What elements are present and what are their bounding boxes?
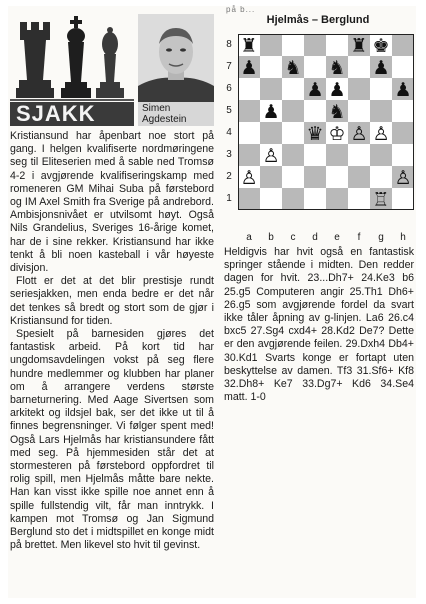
board-square-d2 bbox=[304, 166, 326, 188]
rank-label-8: 8 bbox=[226, 39, 232, 50]
file-label-e: e bbox=[334, 232, 340, 243]
board-square-g3 bbox=[370, 144, 392, 166]
chess-piece-f8: ♜ bbox=[350, 35, 368, 57]
article-paragraph: Flott er det at det blir prestisje rundt seriesjakken, men enda bedre er det når det tenkes så bredt og stort som de gjør i Kristiansund for tiden. bbox=[10, 275, 214, 327]
file-label-a: a bbox=[246, 232, 252, 243]
board-square-e3 bbox=[326, 144, 348, 166]
board-square-c5 bbox=[282, 100, 304, 122]
board-square-b8 bbox=[260, 34, 282, 56]
board-square-c6 bbox=[282, 78, 304, 100]
chess-piece-f4: ♙ bbox=[350, 123, 368, 145]
author-last-name: Agdestein bbox=[142, 114, 187, 125]
board-square-f3 bbox=[348, 144, 370, 166]
chess-piece-d4: ♛ bbox=[306, 123, 324, 145]
chess-piece-e5: ♞ bbox=[328, 101, 346, 123]
column-logo-text: SJAKK bbox=[10, 102, 134, 126]
board-square-b4 bbox=[260, 122, 282, 144]
chess-piece-e4: ♔ bbox=[328, 123, 346, 145]
board-square-g6 bbox=[370, 78, 392, 100]
board-square-g5 bbox=[370, 100, 392, 122]
chess-piece-g4: ♙ bbox=[372, 123, 390, 145]
board-square-c2 bbox=[282, 166, 304, 188]
chess-piece-g8: ♚ bbox=[372, 35, 390, 57]
author-byline bbox=[138, 102, 214, 126]
board-square-f2 bbox=[348, 166, 370, 188]
chess-piece-g1: ♖ bbox=[372, 189, 390, 210]
board-square-h3 bbox=[392, 144, 414, 166]
chess-piece-b5: ♟ bbox=[262, 101, 280, 123]
board-square-b2 bbox=[260, 166, 282, 188]
chess-piece-b3: ♙ bbox=[262, 145, 280, 167]
file-label-c: c bbox=[290, 232, 296, 243]
board-square-c8 bbox=[282, 34, 304, 56]
chess-piece-c7: ♞ bbox=[284, 57, 302, 79]
diagram-title: Hjelmås – Berglund bbox=[266, 14, 370, 26]
chess-piece-h6: ♟ bbox=[394, 79, 412, 101]
file-label-b: b bbox=[268, 232, 274, 243]
board-square-f1 bbox=[348, 188, 370, 210]
board-square-f7 bbox=[348, 56, 370, 78]
rank-label-2: 2 bbox=[226, 171, 232, 182]
board-square-h1 bbox=[392, 188, 414, 210]
chess-piece-a7: ♟ bbox=[240, 57, 258, 79]
board-square-c3 bbox=[282, 144, 304, 166]
chess-piece-a2: ♙ bbox=[240, 167, 258, 189]
board-square-h7 bbox=[392, 56, 414, 78]
board-square-d7 bbox=[304, 56, 326, 78]
game-commentary bbox=[224, 246, 414, 404]
clipped-header-text: på b... bbox=[226, 5, 256, 14]
board-square-a1 bbox=[238, 188, 260, 210]
article-paragraph: Spesielt på barnesiden gjøres det fantastisk arbeid. På kort tid har ungdomsavdelingen vokst på seg flere hundre medlemmer og klubben har planer om å arrangere verdens største barneturnering. Med Aage Sivertsen som arkitekt og ildsjel bak, ser det ikke ut til å finnes begrensninger. Vi følger spent med! Også Lars Hjelmås har kristiansundere fått med seg. På hjemmesiden står det at stormesteren på førstebord oppfordret til rolig spill, men Hjelmås måtte bare nekte. Han kan visst ikke spille noe annet enn å spille fullstendig vilt, får man inntrykk. I kampen mot Tromsø og Jan Sigmund Berglund sto det i midtspillet en konge midt på brettet. Men likevel sto hvit til gevinst. bbox=[10, 328, 214, 552]
board-square-g2 bbox=[370, 166, 392, 188]
board-square-f5 bbox=[348, 100, 370, 122]
rank-label-7: 7 bbox=[226, 61, 232, 72]
board-square-d8 bbox=[304, 34, 326, 56]
board-square-a3 bbox=[238, 144, 260, 166]
board-square-d3 bbox=[304, 144, 326, 166]
article-paragraph: Kristiansund har åpenbart noe stort på gang. I helgen kvalifiserte nordmøringene seg til Eliteserien med å sable ned Tromsø 4-2 i avgjørende kvalifiseringskamp med romeneren GM Mihai Suba på førstebord og IM Axel Smith fra Sverige på andrebord. Ambisjonsnivået er utvilsomt høyt. Også Nils Grandelius, Sveriges 16-årige komet, har de i sine rekker. Kristiansund har ikke tenkt å bli noen kasteball i vår høyeste divisjon. bbox=[10, 130, 214, 275]
board-square-f6 bbox=[348, 78, 370, 100]
board-square-a5 bbox=[238, 100, 260, 122]
board-square-h4 bbox=[392, 122, 414, 144]
chess-piece-g7: ♟ bbox=[372, 57, 390, 79]
chess-diagram bbox=[222, 32, 416, 243]
board-square-e2 bbox=[326, 166, 348, 188]
board-square-c1 bbox=[282, 188, 304, 210]
file-label-g: g bbox=[378, 232, 384, 243]
chess-piece-e7: ♞ bbox=[328, 57, 346, 79]
board-square-b7 bbox=[260, 56, 282, 78]
chess-piece-h2: ♙ bbox=[394, 167, 412, 189]
newspaper-clipping bbox=[8, 6, 416, 598]
rank-label-4: 4 bbox=[226, 127, 232, 138]
board-square-e1 bbox=[326, 188, 348, 210]
commentary-text: Heldigvis har hvit også en fantastisk springer stående i midten. Den redder dagen for hvit. 23...Dh7+ 24.Ke3 b6 25.g5 Computeren angir 25.Th1 Dh6+ 26.g5 som avgjørende fordel da svart ikke tåler åpning av g-linjen. La6 26.c4 bxc5 27.Sg4 cxd4+ 28.Kd2 De7? Dette er den avgjørende feilen. 29.Dxh4 Db4+ 30.Kd1 Svarts konge er fortapt uten beskyttelse av damen. Tf3 31.Sf6+ Kf8 32.Dh8+ Ke7 33.Dg7+ Kd6 34.Se4 matt. 1-0 bbox=[224, 246, 414, 404]
board-square-b1 bbox=[260, 188, 282, 210]
file-label-h: h bbox=[400, 232, 406, 243]
rank-label-6: 6 bbox=[226, 83, 232, 94]
author-first-name: Simen bbox=[142, 103, 171, 114]
column-header bbox=[8, 6, 216, 126]
chess-piece-d6: ♟ bbox=[306, 79, 324, 101]
chess-pieces-icon bbox=[10, 14, 134, 102]
file-label-f: f bbox=[357, 232, 361, 243]
rank-label-1: 1 bbox=[226, 193, 232, 204]
board-square-e8 bbox=[326, 34, 348, 56]
board-square-h5 bbox=[392, 100, 414, 122]
rank-label-5: 5 bbox=[226, 105, 232, 116]
board-square-d5 bbox=[304, 100, 326, 122]
board-square-a4 bbox=[238, 122, 260, 144]
board-square-c4 bbox=[282, 122, 304, 144]
file-label-d: d bbox=[312, 232, 318, 243]
chessboard bbox=[238, 34, 414, 210]
board-square-h8 bbox=[392, 34, 414, 56]
chess-piece-e6: ♟ bbox=[328, 79, 346, 101]
board-square-b6 bbox=[260, 78, 282, 100]
board-square-d1 bbox=[304, 188, 326, 210]
rank-label-3: 3 bbox=[226, 149, 232, 160]
board-square-a6 bbox=[238, 78, 260, 100]
left-column bbox=[8, 6, 216, 552]
article-body bbox=[10, 130, 214, 553]
author-portrait-icon bbox=[138, 14, 214, 102]
chess-piece-a8: ♜ bbox=[240, 35, 258, 57]
